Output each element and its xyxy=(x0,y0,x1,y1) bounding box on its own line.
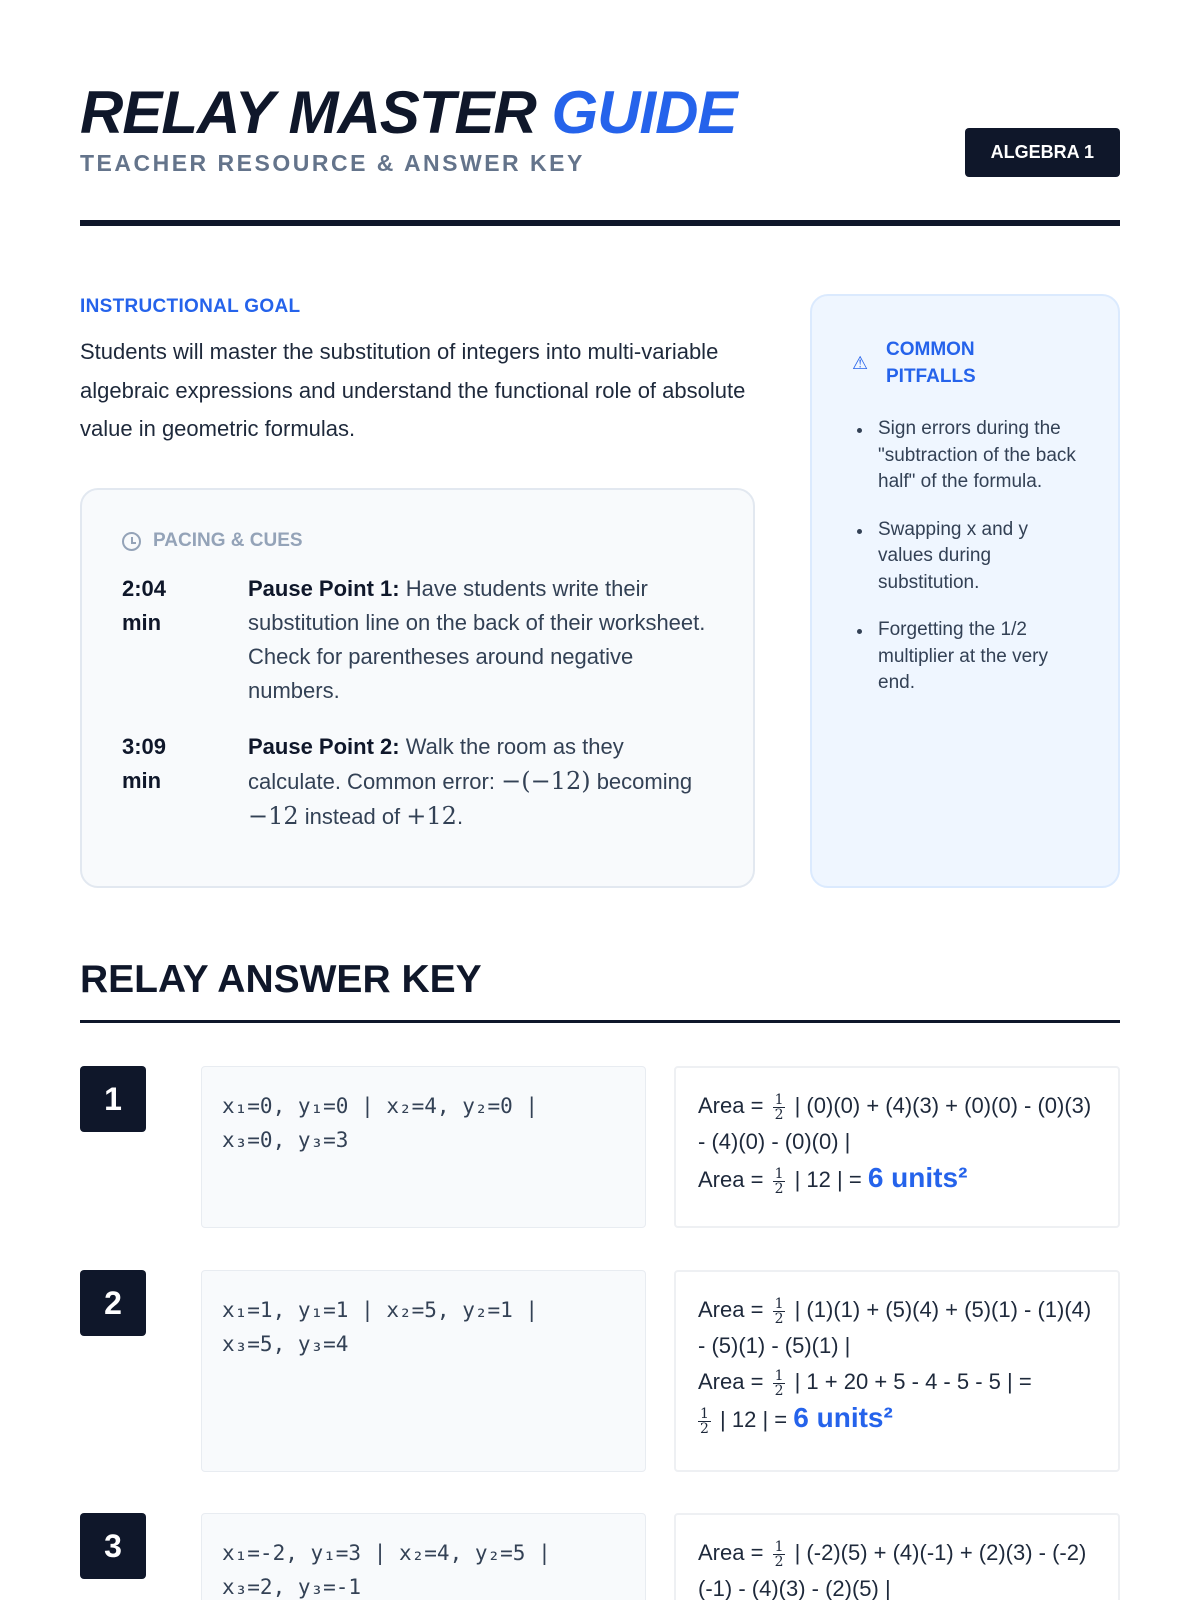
cue-label: Pause Point 2: xyxy=(248,734,400,759)
pacing-panel xyxy=(80,488,755,888)
list-item: Sign errors during the "subtraction of the back half" of the formula. xyxy=(856,416,1086,496)
goal-text: Students will master the substitution of integers into multi-variable algebraic expressions and understand the functional role of absolute value in geometric formulas. xyxy=(80,339,746,441)
solution-expression: | (-2)(5) + (4)(-1) + (2)(3) - (-2)(-1) - (4)(3) - (2)(5) | xyxy=(698,1540,1087,1600)
cue-item xyxy=(122,730,722,834)
page-header xyxy=(80,78,1120,228)
pitfalls-panel xyxy=(810,294,1120,888)
list-item: Swapping x and y values during substitution. xyxy=(856,517,1086,597)
math-expression: −12 xyxy=(248,802,299,830)
area-label: Area = xyxy=(698,1540,764,1565)
fraction-half: $\frac{1}{2}$ xyxy=(774,1538,784,1570)
cue-body: Have students write their substitution line on the back of their worksheet. Check for parentheses around negative numbers. xyxy=(248,576,706,703)
cue-time-unit: min xyxy=(122,610,162,635)
cue-label: Pause Point 1: xyxy=(248,576,400,601)
pitfalls-title: COMMON PITFALLS xyxy=(886,339,976,387)
area-label: Area = xyxy=(698,1093,764,1118)
item-number-badge: 2 xyxy=(80,1270,146,1336)
warning-icon: ⚠ xyxy=(852,353,869,373)
area-label: Area = xyxy=(698,1297,764,1322)
fraction-half: $\frac{1}{2}$ xyxy=(774,1091,784,1123)
subject-badge: ALGEBRA 1 xyxy=(965,128,1120,177)
solution-expression: | 12 | = xyxy=(720,1407,788,1432)
fraction-half: $\frac{1}{2}$ xyxy=(774,1367,784,1399)
list-item: Forgetting the 1/2 multiplier at the very end. xyxy=(856,617,1086,697)
fraction-half: $\frac{1}{2}$ xyxy=(774,1165,784,1197)
area-label: Area = xyxy=(698,1167,764,1192)
answer-key-divider xyxy=(80,1020,1120,1023)
cue-time xyxy=(122,730,248,834)
solution-box xyxy=(674,1066,1120,1228)
solution-result: 6 units² xyxy=(867,1162,968,1193)
solution-line xyxy=(698,1400,1096,1438)
solution-expression: | 1 + 20 + 5 - 4 - 5 - 5 | = xyxy=(794,1369,1032,1394)
pacing-header xyxy=(122,530,303,552)
math-expression: −(−12) xyxy=(501,767,591,795)
pitfalls-header xyxy=(852,336,1026,390)
goal-label: INSTRUCTIONAL GOAL xyxy=(80,296,301,317)
solution-line xyxy=(698,1364,1096,1400)
cue-text xyxy=(248,730,722,834)
coordinates-box: x₁=1, y₁=1 | x₂=5, y₂=1 | x₃=5, y₃=4 xyxy=(201,1270,646,1472)
answer-key-title: RELAY ANSWER KEY xyxy=(80,958,482,1001)
solution-box xyxy=(674,1270,1120,1472)
cue-time xyxy=(122,572,248,708)
solution-box xyxy=(674,1513,1120,1600)
coordinates-box: x₁=-2, y₁=3 | x₂=4, y₂=5 | x₃=2, y₃=-1 xyxy=(201,1513,646,1600)
cue-body: . xyxy=(456,804,464,829)
coordinates-box: x₁=0, y₁=0 | x₂=4, y₂=0 | x₃=0, y₃=3 xyxy=(201,1066,646,1228)
pacing-title: PACING & CUES xyxy=(153,530,303,551)
header-divider xyxy=(80,220,1120,226)
cue-time-value: 2:04 xyxy=(122,576,167,601)
math-expression: +12 xyxy=(406,802,457,830)
cue-time-value: 3:09 xyxy=(122,734,167,759)
solution-expression: | (0)(0) + (4)(3) + (0)(0) - (0)(3) - (4)(0) - (0)(0) | xyxy=(698,1093,1092,1154)
item-number-badge: 1 xyxy=(80,1066,146,1132)
fraction-half: $\frac{1}{2}$ xyxy=(774,1295,784,1327)
solution-expression: | (1)(1) + (5)(4) + (5)(1) - (1)(4) - (5)(1) - (5)(1) | xyxy=(698,1297,1092,1358)
clock-icon xyxy=(122,532,141,551)
cue-body: Walk the room as they calculate. Common error: xyxy=(248,734,624,794)
cue-time-unit: min xyxy=(122,768,162,793)
solution-result: 6 units² xyxy=(793,1402,893,1433)
item-number-badge: 3 xyxy=(80,1513,146,1579)
fraction-half: $\frac{1}{2}$ xyxy=(700,1405,709,1437)
page-subtitle: TEACHER RESOURCE & ANSWER KEY xyxy=(80,150,585,176)
solution-line xyxy=(698,1160,1096,1198)
cue-body: instead of xyxy=(298,804,407,829)
cue-body: becoming xyxy=(590,769,693,794)
cue-item xyxy=(122,572,722,708)
title-main: RELAY MASTER xyxy=(80,79,536,146)
solution-expression: | 12 | = xyxy=(794,1167,862,1192)
area-label: Area = xyxy=(698,1369,764,1394)
title-accent: GUIDE xyxy=(551,79,737,146)
pitfalls-list xyxy=(856,416,1086,718)
cue-text xyxy=(248,572,722,708)
